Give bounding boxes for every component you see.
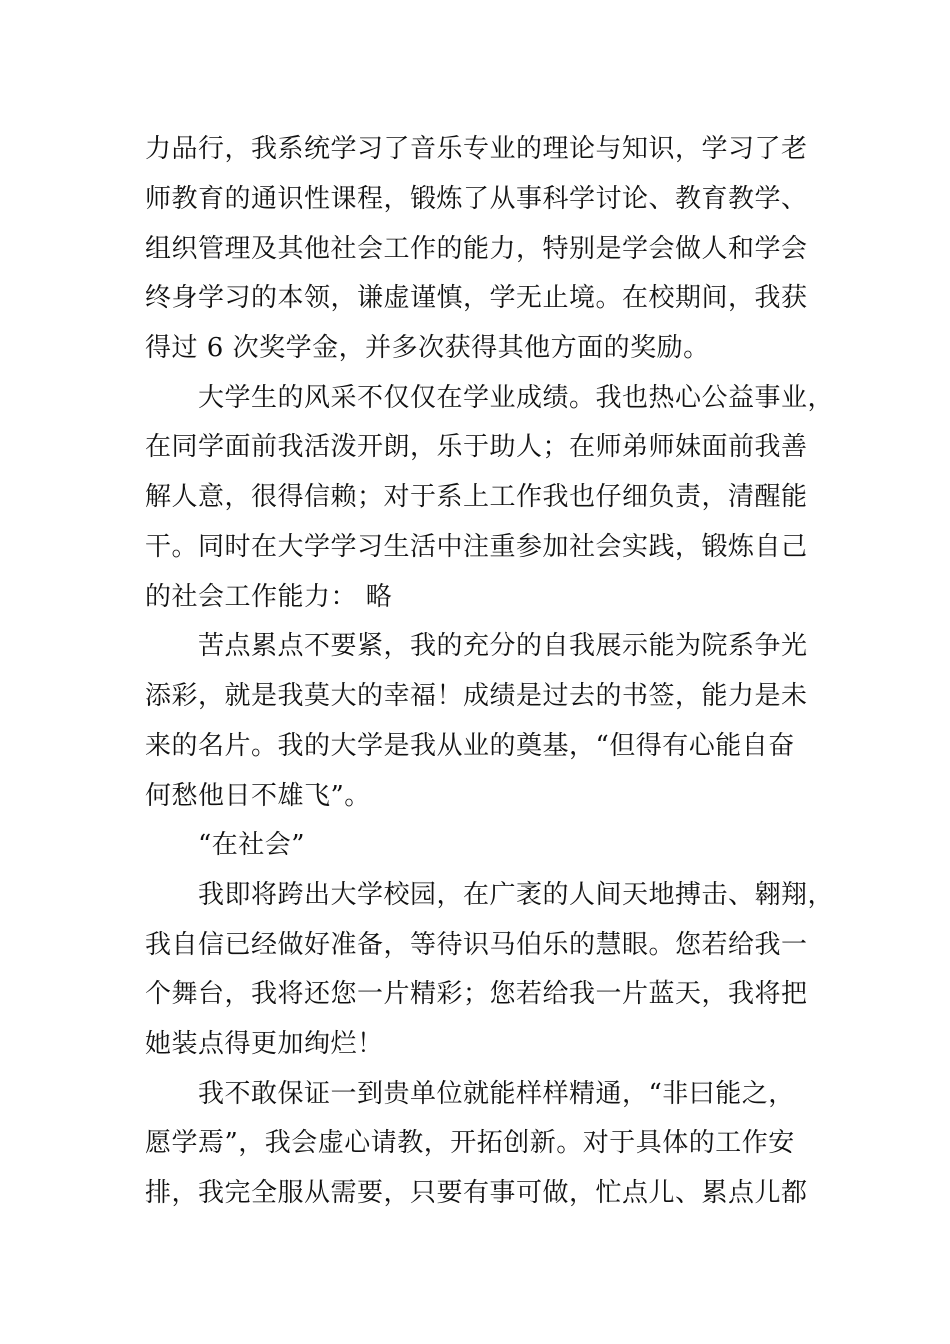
text-line: 师教育的通识性课程，锻炼了从事科学讨论、教育教学、 xyxy=(145,184,808,214)
text-line: 何愁他日不雄飞”。 xyxy=(145,781,371,811)
paragraph-start: 我即将跨出大学校园，在广袤的人间天地搏击、翱翔， xyxy=(198,880,835,910)
paragraph-start: 我不敢保证一到贵单位就能样样精通，“非曰能之， xyxy=(198,1079,795,1109)
text-line: 得过 6 次奖学金，并多次获得其他方面的奖励。 xyxy=(145,333,710,363)
text-line: 来的名片。我的大学是我从业的奠基，“但得有心能自奋 xyxy=(145,731,795,761)
text-line: 终身学习的本领，谦虚谨慎，学无止境。在校期间，我获 xyxy=(145,283,808,313)
text-line: 在同学面前我活泼开朗，乐于助人；在师弟师妹面前我善 xyxy=(145,432,808,462)
text-line: 添彩，就是我莫大的幸福！成绩是过去的书签，能力是未 xyxy=(145,681,808,711)
section-heading: “在社会” xyxy=(198,830,306,860)
text-line: 干。同时在大学学习生活中注重参加社会实践，锻炼自己 xyxy=(145,532,808,562)
text-line: 组织管理及其他社会工作的能力，特别是学会做人和学会 xyxy=(145,234,808,264)
text-line: 个舞台，我将还您一片精彩；您若给我一片蓝天，我将把 xyxy=(145,979,808,1009)
text-line: 我自信已经做好准备，等待识马伯乐的慧眼。您若给我一 xyxy=(145,930,808,960)
paragraph-start: 苦点累点不要紧，我的充分的自我展示能为院系争光 xyxy=(198,631,808,661)
text-line: 力品行，我系统学习了音乐专业的理论与知识，学习了老 xyxy=(145,134,808,164)
text-line: 的社会工作能力： 略 xyxy=(145,582,393,612)
paragraph-start: 大学生的风采不仅仅在学业成绩。我也热心公益事业， xyxy=(198,383,835,413)
text-line: 愿学焉”，我会虚心请教，开拓创新。对于具体的工作安 xyxy=(145,1128,795,1158)
text-line: 她装点得更加绚烂！ xyxy=(145,1029,384,1059)
text-line: 排，我完全服从需要，只要有事可做，忙点儿、累点儿都 xyxy=(145,1178,808,1208)
text-line: 解人意，很得信赖；对于系上工作我也仔细负责，清醒能 xyxy=(145,482,808,512)
